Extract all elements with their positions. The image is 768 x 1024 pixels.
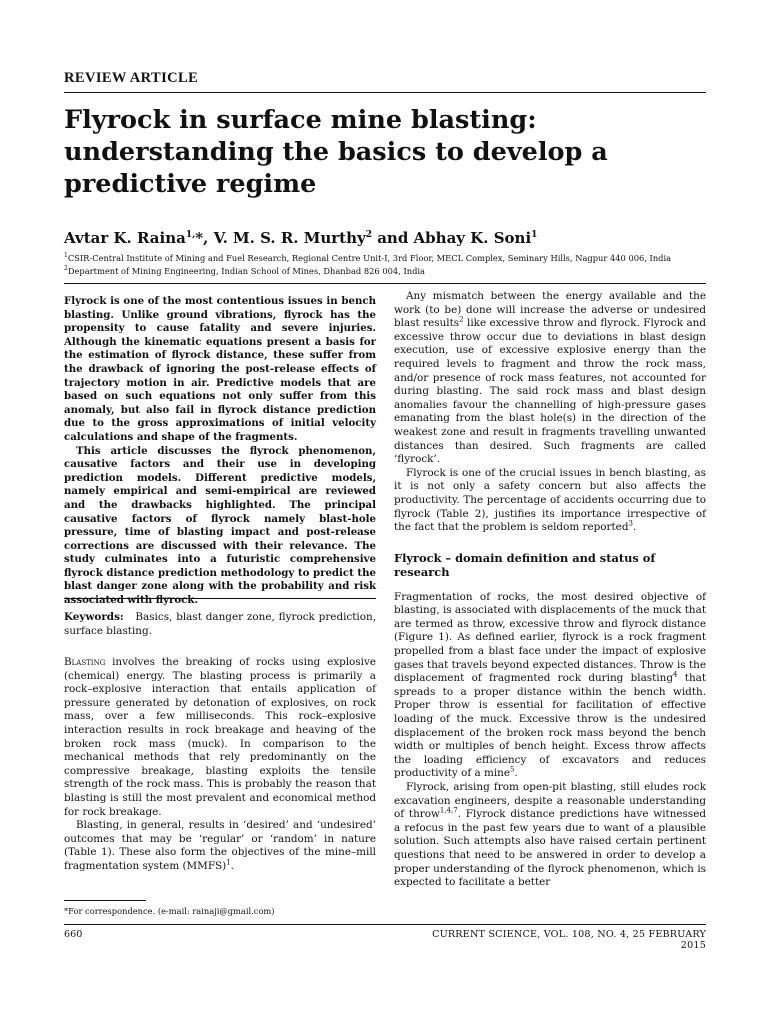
right-column xyxy=(394,290,706,890)
keywords-label: Keywords: xyxy=(64,611,124,623)
affiliation-2 xyxy=(64,266,425,276)
body-text: Any mismatch between the energy available and the work (to be) done will increase the adverse or undesired blast results xyxy=(394,290,706,330)
page-number: 660 xyxy=(64,929,83,940)
body-text: . Flyrock distance predictions have witnessed a refocus in the past few years due to want of a plausible solution. Such attempts also have raised certain pertinent questions that need to be answered in order to develop a proper understanding of the flyrock phenomenon, which is expected to facilitate a better xyxy=(394,808,707,889)
section-heading: Flyrock – domain definition and status of research xyxy=(394,550,656,580)
body-text: that spreads to a proper distance within the bench width. Proper throw is essential for facilitation of effective loading of the muck. Excessive throw is the undesired displacement of the broken rock mass beyond the bench width or multiples of bench height. Excess throw affects the loading efficiency of excavators and reduces productivity of a mine xyxy=(394,672,707,780)
citation-ref: 5 xyxy=(510,765,515,774)
keywords-block xyxy=(64,611,376,638)
body-paragraph xyxy=(394,290,706,467)
author-separator: , xyxy=(203,229,214,247)
drop-lead: Blasting xyxy=(64,656,106,668)
citation-ref: 3 xyxy=(628,519,633,528)
body-text: involves the breaking of rocks using explosive (chemical) energy. The blasting process is primarily a rock–explosive interaction that entails application of pressure generated by detonation of explosives, on rock mass, over a few milliseconds. This rock–explosive interaction results in rock breakage and heaving of the broken rock mass (muck). In comparison to the mechanical methods that rely predominantly on the compressive breakage, blasting exploits the tensile strength of the rock mass. This is probably the reason that blasting is still the most prevalent and economical method for rock breakage. xyxy=(64,656,376,818)
body-text: . xyxy=(230,859,234,872)
affiliation-1 xyxy=(64,253,671,263)
affiliation-marker: 1 xyxy=(531,230,538,240)
citation-ref: 1 xyxy=(226,858,231,867)
author-separator: and xyxy=(371,229,414,247)
body-paragraph xyxy=(394,467,706,535)
affiliation-rule xyxy=(64,283,706,284)
body-text: Fragmentation of rocks, the most desired objective of blasting, is associated with displacements of the muck that are termed as throw, excessive throw and flyrock distance (Figure 1). As defined earlier, flyrock is a rock fragment propelled from a blast face under the impact of explosive gases that travels beyond expected distances. Throw is the displacement of fragmented rock during blasting xyxy=(394,590,706,685)
citation-ref: 4 xyxy=(672,670,678,679)
body-text: Blasting, in general, results in ‘desired’ and ‘undesired’ outcomes that may be ‘regular’ or ‘random’ in nature (Table 1). These also form the objectives of the mine–mill fragmentation system (MMFS) xyxy=(64,819,376,872)
author-name: V. M. S. R. Murthy xyxy=(213,229,366,247)
keywords-text: Basics, blast danger zone, flyrock prediction, surface blasting. xyxy=(64,611,376,637)
body-text: . xyxy=(632,521,637,534)
body-paragraph xyxy=(64,656,376,819)
body-text: . xyxy=(514,767,518,780)
author-name: Avtar K. Raina xyxy=(64,229,186,247)
title-line: Flyrock in surface mine blasting: xyxy=(64,105,537,135)
correspondence-footnote: *For correspondence. (e-mail: rainaji@gmail.com) xyxy=(64,906,275,916)
abstract-paragraph: This article discusses the flyrock phenomenon, causative factors and their use in developing prediction models. Different predictive models, namely empirical and semi-empirical are reviewed and the drawbacks highlighted. The principal causative factors of flyrock namely blast-hole pressure, time of blasting impact and post-release corrections are discussed with their relevance. The study culminates into a futuristic comprehensive flyrock distance prediction methodology to predict the blast danger zone along with the probability and risk associated with flyrock. xyxy=(64,444,376,607)
left-column xyxy=(64,295,376,608)
title-line: understanding the basics to develop a xyxy=(64,137,608,167)
keywords-paragraph xyxy=(64,611,376,638)
body-text: Flyrock, arising from open-pit blasting, still eludes rock excavation engineers, despite a reasonable understanding of throw xyxy=(394,781,706,821)
affiliation-number: 2 xyxy=(64,265,68,273)
body-text: Flyrock is one of the crucial issues in bench blasting, as it is not only a safety concern but also affects the productivity. The percentage of accidents occurring due to flyrock (Table 2), justifies its importance irrespective of the fact that the problem is seldom reported xyxy=(394,466,706,534)
footnote-rule xyxy=(64,900,146,901)
affiliation-text: CSIR-Central Institute of Mining and Fuel Research, Regional Centre Unit-I, 3rd Floor, MECL Complex, Seminary Hills, Nagpur 440 006, India xyxy=(67,253,672,263)
affiliation-text: Department of Mining Engineering, Indian School of Mines, Dhanbad 826 004, India xyxy=(67,266,425,276)
footer-rule xyxy=(64,924,706,925)
journal-citation: CURRENT SCIENCE, VOL. 108, NO. 4, 25 FEBRUARY 2015 xyxy=(432,929,706,951)
body-paragraph xyxy=(394,591,706,781)
body-text: like excessive throw and flyrock. Flyrock and excessive throw occur due to deviations in blast design execution, use of excessive explosive energy than the required levels to fragment and throw the rock mass, and/or presence of rock mass features, not accounted for during blasting. The said rock mass and blast design anomalies favour the channelling of high-pressure gases emanating from the blast hole(s) in the direction of the weakest zone and result in fragments travelling unwanted distances than desired. Such fragments are called ‘flyrock’. xyxy=(394,317,706,466)
body-paragraph xyxy=(394,781,706,890)
citation-ref: 1,4,7 xyxy=(439,806,458,815)
left-body xyxy=(64,656,376,874)
citation-ref: 2 xyxy=(459,315,464,324)
article-type-label: REVIEW ARTICLE xyxy=(64,70,199,86)
abstract-rule xyxy=(64,598,376,599)
corresponding-marker: * xyxy=(195,229,204,247)
abstract-paragraph: Flyrock is one of the most contentious issues in bench blasting. Unlike ground vibrations, flyrock has the propensity to cause fatality and severe injuries. Although the kinematic equations present a basis for the estimation of flyrock distance, these suffer from the drawback of ignoring the post-release effects of trajectory motion in air. Predictive models that are based on such equations not only suffer from this anomaly, but also fail in flyrock distance prediction due to the gross approximations of initial velocity calculations and shape of the fragments. xyxy=(64,295,376,443)
article-title xyxy=(64,104,704,200)
header-rule xyxy=(64,92,706,93)
title-line: predictive regime xyxy=(64,169,317,199)
author-list xyxy=(64,229,537,247)
body-paragraph xyxy=(64,819,376,873)
affiliation-number: 1 xyxy=(64,252,68,260)
affiliation-marker: 1, xyxy=(185,230,196,240)
author-name: Abhay K. Soni xyxy=(413,229,532,247)
affiliation-marker: 2 xyxy=(365,230,372,240)
